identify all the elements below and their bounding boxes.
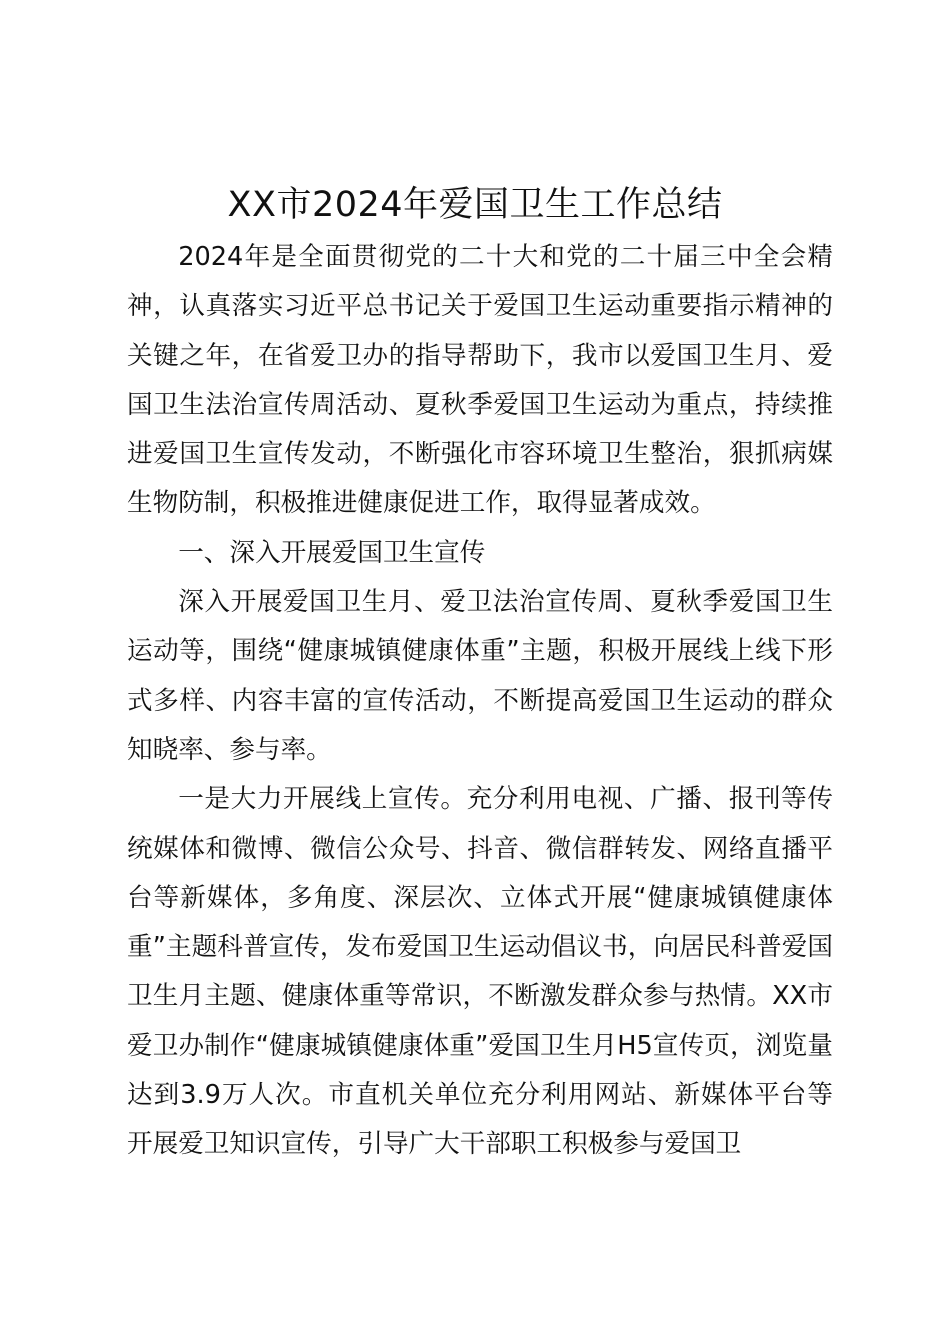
section-1-paragraph: 深入开展爱国卫生月、爱卫法治宣传周、夏秋季爱国卫生运动等，围绕“健康城镇健康体重”主题，积极开展线上线下形式多样、内容丰富的宣传活动，不断提高爱国卫生运动的群众知晓率、参与率。 xyxy=(127,587,833,765)
document-body xyxy=(127,233,833,1170)
intro-paragraph: 2024年是全面贯彻党的二十大和党的二十届三中全会精神，认真落实习近平总书记关于爱国卫生运动重要指示精神的关键之年，在省爱卫办的指导帮助下，我市以爱国卫生月、爱国卫生法治宣传周活动、夏秋季爱国卫生运动为重点，持续推进爱国卫生宣传发动，不断强化市容环境卫生整治，狠抓病媒生物防制，积极推进健康促进工作，取得显著成效。 xyxy=(127,242,833,519)
online-publicity-paragraph: 一是大力开展线上宣传。充分利用电视、广播、报刊等传统媒体和微博、微信公众号、抖音、微信群转发、网络直播平台等新媒体，多角度、深层次、立体式开展“健康城镇健康体重”主题科普宣传，发布爱国卫生运动倡议书，向居民科普爱国卫生月主题、健康体重等常识，不断激发群众参与热情。XX市爱卫办制作“健康城镇健康体重”爱国卫生月H5宣传页，浏览量达到3.9万人次。市直机关单位充分利用网站、新媒体平台等开展爱卫知识宣传，引导广大干部职工积极参与爱国卫 xyxy=(127,784,833,1160)
section-heading-1: 一、深入开展爱国卫生宣传 xyxy=(178,537,486,568)
document-title: XX市2024年爱国卫生工作总结 xyxy=(227,185,723,225)
